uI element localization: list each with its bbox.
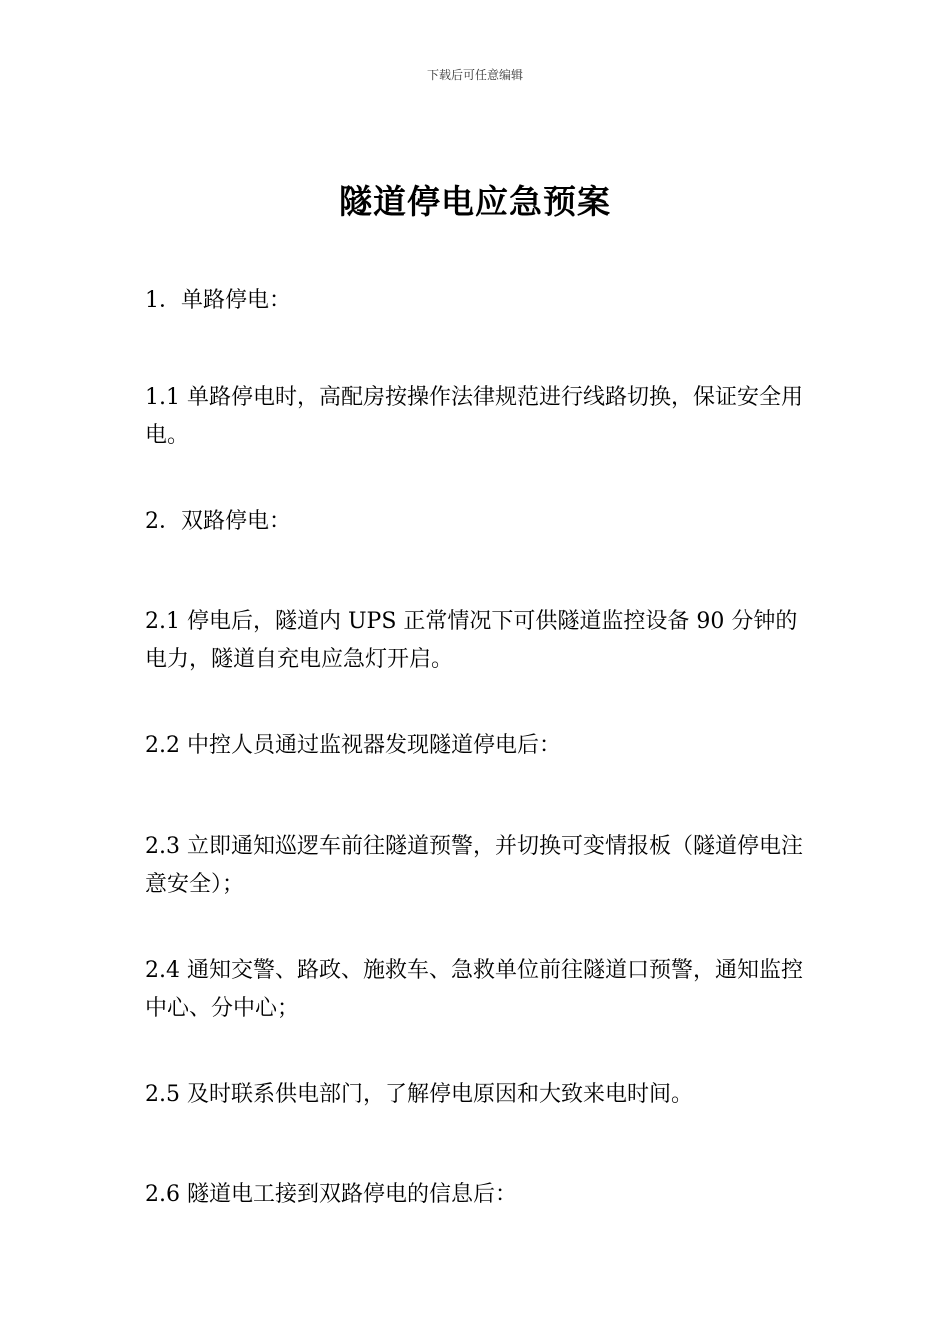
paragraph-2-1: 2.1 停电后，隧道内 UPS 正常情况下可供隧道监控设备 90 分钟的电力，隧道自充电应急灯开启。	[145, 609, 798, 672]
paragraph-2: 2．双路停电：	[145, 509, 291, 534]
paragraph-2-5: 2.5 及时联系供电部门，了解停电原因和大致来电时间。	[145, 1082, 693, 1107]
document-title: 隧道停电应急预案	[339, 182, 611, 221]
paragraph-2-6: 2.6 隧道电工接到双路停电的信息后：	[145, 1182, 517, 1207]
paragraph-1: 1．单路停电：	[145, 288, 291, 313]
paragraph-2-4: 2.4 通知交警、路政、施救车、急救单位前往隧道口预警，通知监控中心、分中心；	[145, 958, 803, 1021]
paragraph-1-1: 1.1 单路停电时，高配房按操作法律规范进行线路切换，保证安全用电。	[145, 385, 803, 448]
page-header: 下载后可任意编辑	[426, 68, 523, 82]
paragraph-2-3: 2.3 立即通知巡逻车前往隧道预警，并切换可变情报板（隧道停电注意安全）；	[145, 834, 803, 897]
paragraph-2-2: 2.2 中控人员通过监视器发现隧道停电后：	[145, 733, 561, 758]
